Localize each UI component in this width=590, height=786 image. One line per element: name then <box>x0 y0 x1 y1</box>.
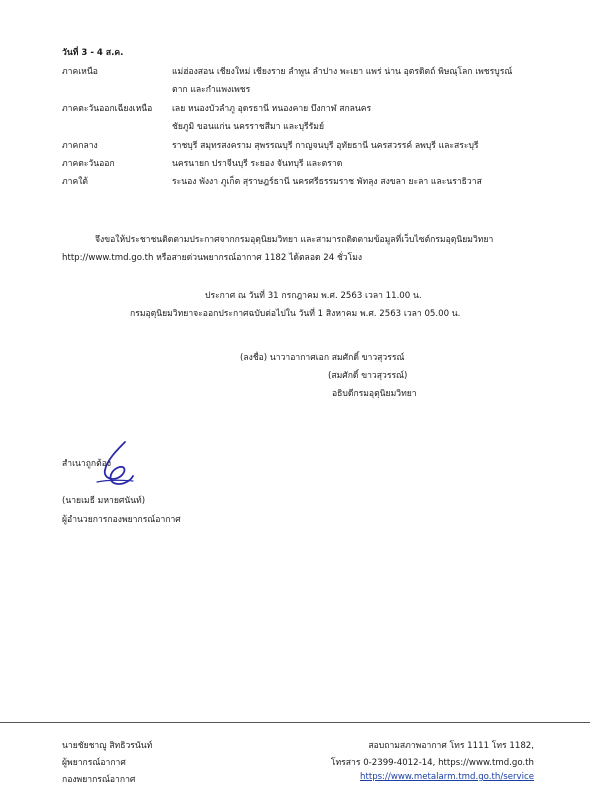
region-name: ภาคเหนือ <box>62 67 98 77</box>
next-announce: กรมอุตุนิยมวิทยาจะออกประกาศฉบับต่อไปใน วันที่ 1 สิงหาคม พ.ศ. 2563 เวลา 05.00 น. <box>130 309 461 319</box>
footer-divider <box>0 722 590 723</box>
copy-name: (นายเมธี มหายศนันท์) <box>62 496 146 506</box>
region-provinces: ชัยภูมิ ขอนแก่น นครราชสีมา และบุรีรัมย์ <box>172 122 324 132</box>
copy-certified-label: สำเนาถูกต้อง <box>62 459 112 469</box>
announce-date: ประกาศ ณ วันที่ 31 กรกฎาคม พ.ศ. 2563 เวลา 11.00 น. <box>205 291 422 301</box>
region-name: ภาคตะวันออก <box>62 159 115 169</box>
region-name: ภาคใต้ <box>62 177 89 187</box>
signatory-title: อธิบดีกรมอุตุนิยมวิทยา <box>332 389 417 399</box>
copy-title: ผู้อำนวยการกองพยากรณ์อากาศ <box>62 515 181 525</box>
region-provinces: ตาก และกำแพงเพชร <box>172 85 251 95</box>
footer-service-link[interactable]: https://www.metalarm.tmd.go.th/service <box>360 772 534 782</box>
footer-contact-phone: สอบถามสภาพอากาศ โทร 1111 โทร 1182, <box>368 741 534 751</box>
signatory-signed: (ลงชื่อ) นาวาอากาศเอก สมศักดิ์ ขาวสุวรรณ์ <box>240 353 405 363</box>
region-provinces: ระนอง พังงา ภูเก็ต สุราษฎร์ธานี นครศรีธรรมราช พัทลุง สงขลา ยะลา และนราธิวาส <box>172 177 482 187</box>
notice-line-1: จึงขอให้ประชาชนติดตามประกาศจากกรมอุตุนิยมวิทยา และสามารถติดตามข้อมูลที่เว็บไซต์กรมอุตุนิยมวิทยา <box>95 235 494 245</box>
footer-officer-role: ผู้พยากรณ์อากาศ <box>62 758 126 768</box>
notice-line-2: http://www.tmd.go.th หรือสายด่วนพยากรณ์อากาศ 1182 ได้ตลอด 24 ชั่วโมง <box>62 253 363 263</box>
region-provinces: แม่ฮ่องสอน เชียงใหม่ เชียงราย ลำพูน ลำปาง พะเยา แพร่ น่าน อุตรดิตถ์ พิษณุโลก เพชรบูรณ์ <box>172 67 513 77</box>
footer-officer-name: นายชัยชาญู สิทธิวรนันท์ <box>62 741 153 751</box>
region-provinces: นครนายก ปราจีนบุรี ระยอง จันทบุรี และตราด <box>172 159 343 169</box>
signatory-name: (สมศักดิ์ ขาวสุวรรณ์) <box>328 371 408 381</box>
footer-contact-fax: โทรสาร 0-2399-4012-14, https://www.tmd.go.th <box>330 758 534 768</box>
region-name: ภาคตะวันออกเฉียงเหนือ <box>62 104 153 114</box>
region-provinces: ราชบุรี สมุทรสงคราม สุพรรณบุรี กาญจนบุรี อุทัยธานี นครสวรรค์ ลพบุรี และสระบุรี <box>172 141 479 151</box>
region-name: ภาคกลาง <box>62 141 98 151</box>
date-heading: วันที่ 3 - 4 ส.ค. <box>62 48 124 58</box>
region-provinces: เลย หนองบัวลำภู อุดรธานี หนองคาย บึงกาฬ สกลนคร <box>172 104 372 114</box>
footer-officer-division: กองพยากรณ์อากาศ <box>62 775 136 785</box>
